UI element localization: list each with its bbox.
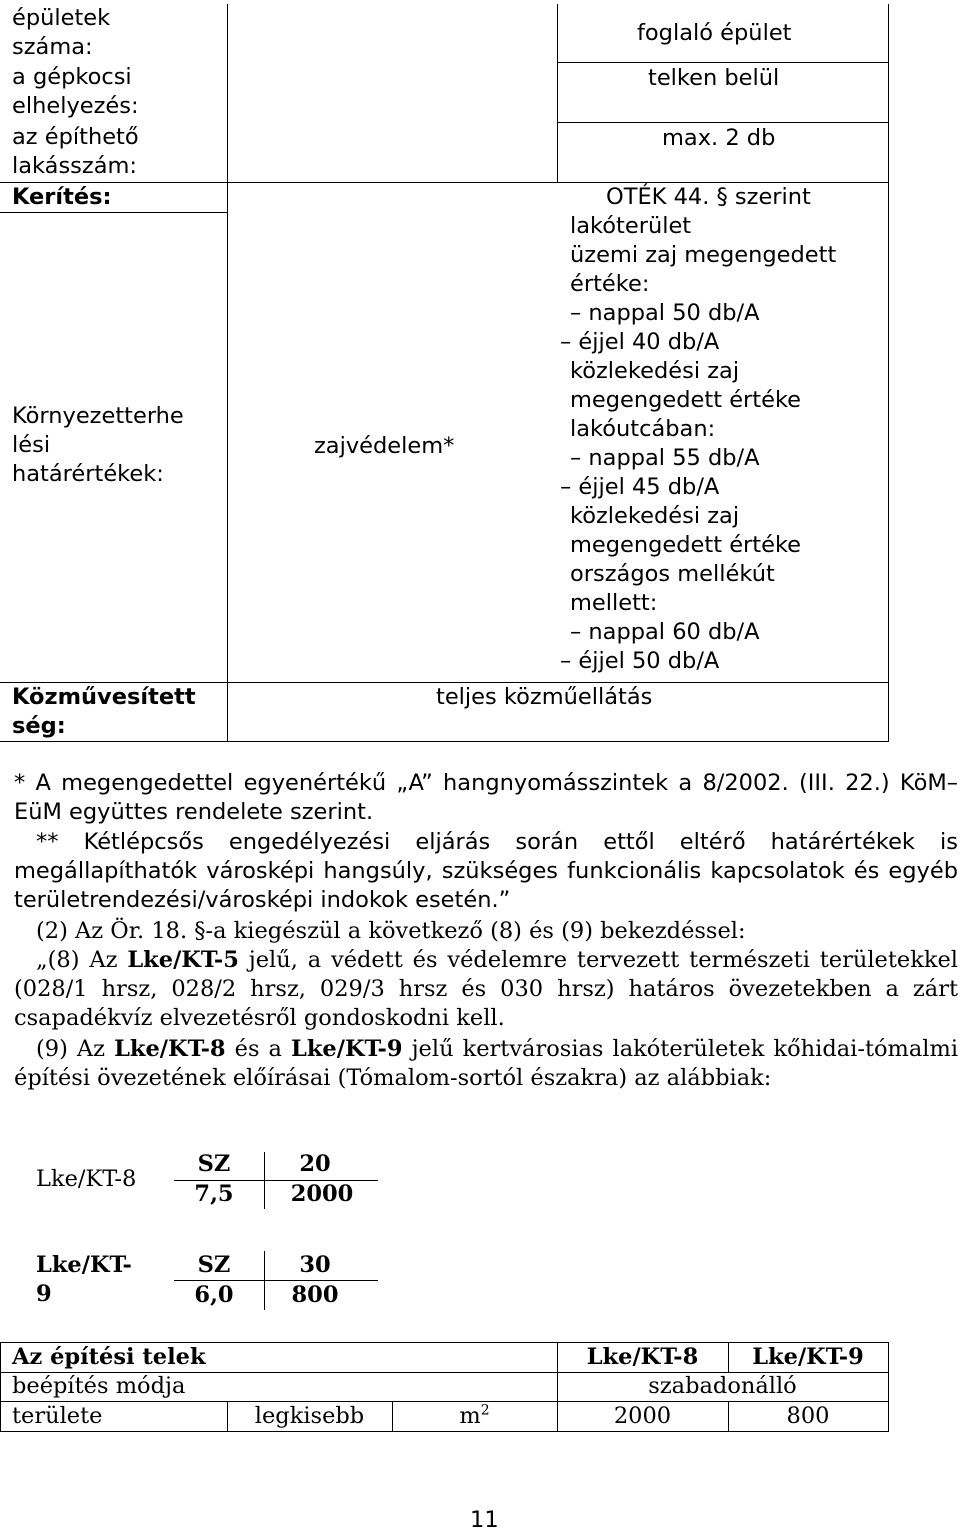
label-line: lakásszám: <box>12 153 138 179</box>
row-value-buildings: foglaló épület <box>637 20 792 46</box>
noise-line: lakóterület <box>570 213 692 239</box>
row-label-utilities <box>12 683 196 741</box>
paragraph-text: (9) Az <box>36 1036 115 1062</box>
label-line: száma: <box>12 34 93 60</box>
footnote-permit: ** Kétlépcsős engedélyezési eljárás során ettől eltérő határértékek is megállapíthatók városképi hangsúly, szükséges funkcionális kapcsolatok és egyéb területrendezési/városképi indokok esetén.” <box>14 829 958 913</box>
row-value-parking: telken belül <box>648 65 780 91</box>
zone-grid <box>174 1251 384 1311</box>
zone-divider <box>174 1180 378 1181</box>
plot-header-kt8: Lke/KT-8 <box>586 1344 699 1370</box>
row-value-fence: OTÉK 44. § szerint <box>606 184 811 210</box>
label-line: épületek <box>12 5 111 31</box>
table-divider <box>888 4 889 742</box>
plot-row-area-qualifier: legkisebb <box>254 1403 365 1429</box>
paragraph-text: „(8) Az <box>36 947 128 973</box>
row-label-buildings <box>12 4 110 62</box>
zone-cell: SZ <box>197 1252 231 1278</box>
row-label-parking <box>12 63 139 121</box>
row-label-environment <box>12 402 184 489</box>
noise-line: – nappal 60 db/A <box>570 619 760 645</box>
paragraph-2: (2) Az Ör. 18. §-a kiegészül a következő (8) és (9) bekezdéssel: <box>36 918 746 944</box>
noise-line: országos mellékút <box>570 561 775 587</box>
row-label-fence: Kerítés: <box>12 184 112 210</box>
table-divider <box>227 4 228 742</box>
noise-line: megengedett értéke <box>570 532 802 558</box>
zone-code-ref: Lke/KT-5 <box>127 947 239 973</box>
zone-cell: 30 <box>299 1252 331 1278</box>
row-value-utilities: teljes közműellátás <box>436 684 653 710</box>
table-divider <box>557 4 558 182</box>
zone-code <box>36 1251 132 1309</box>
zone-cell: SZ <box>197 1151 231 1177</box>
label-line: Környezetterhe <box>12 403 184 429</box>
zone-code-line: Lke/KT- <box>36 1252 132 1278</box>
plot-row-area-label: területe <box>12 1403 103 1429</box>
paragraph-text: és a <box>225 1036 292 1062</box>
row-label-dwellings <box>12 123 139 181</box>
table-divider <box>557 62 888 63</box>
zone-code-ref: Lke/KT-9 <box>291 1036 403 1062</box>
paragraph-text: jelű, a védett és védelemre tervezett természeti területekkel (028/1 hrsz, 028/2 hrsz, 029/3 hrsz és 030 hrsz) határos övezetekben a zárt csapadékvíz elvezetésről gondoskodni kell. <box>14 947 959 1031</box>
label-line: határértékek: <box>12 461 164 487</box>
noise-line: – nappal 50 db/A <box>570 300 760 326</box>
noise-line: üzemi zaj megengedett <box>570 242 837 268</box>
table-divider <box>888 1342 889 1432</box>
zone-code-line: 9 <box>36 1281 52 1307</box>
label-line: Közművesített <box>12 684 196 710</box>
label-line: elhelyezés: <box>12 93 139 119</box>
unit-text: m <box>459 1403 481 1429</box>
label-line: ség: <box>12 713 66 739</box>
unit-superscript: 2 <box>480 1402 490 1419</box>
label-line: a gépkocsi <box>12 64 132 90</box>
noise-line: lakóutcában: <box>570 416 716 442</box>
noise-line: – éjjel 40 db/A <box>560 329 720 355</box>
label-line: lési <box>12 432 51 458</box>
paragraph-8 <box>14 946 958 1033</box>
zone-cell: 800 <box>291 1282 339 1308</box>
noise-line: – éjjel 50 db/A <box>560 648 720 674</box>
row-value-dwellings: max. 2 db <box>662 125 776 151</box>
plot-header-label: Az építési telek <box>12 1344 206 1370</box>
plot-row-mode-value: szabadonálló <box>648 1373 797 1399</box>
plot-row-area-kt9: 800 <box>786 1403 830 1429</box>
noise-line: – éjjel 45 db/A <box>560 474 720 500</box>
zone-divider <box>174 1280 378 1281</box>
table-divider <box>0 741 889 742</box>
noise-line: – nappal 55 db/A <box>570 445 760 471</box>
zone-cell: 2000 <box>290 1181 354 1207</box>
plot-row-area-kt8: 2000 <box>613 1403 672 1429</box>
zone-cell: 7,5 <box>194 1181 234 1207</box>
page-number: 11 <box>470 1507 499 1533</box>
noise-line: közlekedési zaj <box>570 503 740 529</box>
noise-line: megengedett értéke <box>570 387 802 413</box>
zone-code-ref: Lke/KT-8 <box>114 1036 226 1062</box>
table-divider <box>557 122 888 123</box>
row-sub-noise: zajvédelem* <box>314 433 455 459</box>
plot-row-area-unit <box>392 1402 557 1431</box>
noise-line: közlekedési zaj <box>570 358 740 384</box>
paragraph-9 <box>14 1035 958 1093</box>
table-divider <box>0 212 228 213</box>
noise-limits <box>560 212 837 676</box>
noise-line: értéke: <box>570 271 650 297</box>
noise-line: mellett: <box>570 590 658 616</box>
zone-cell: 6,0 <box>194 1282 234 1308</box>
plot-header-kt9: Lke/KT-9 <box>752 1344 864 1370</box>
table-divider <box>0 1431 889 1432</box>
label-line: az építhető <box>12 124 139 150</box>
zone-cell: 20 <box>299 1151 331 1177</box>
paragraph-text: jelű kertvárosias lakóterületek kőhidai-tómalmi építési övezetének előírásai (Tómalom-sortól északra) az alábbiak: <box>14 1036 959 1091</box>
table-divider <box>0 1342 1 1432</box>
zone-code: Lke/KT-8 <box>36 1166 137 1192</box>
plot-row-mode-label: beépítés módja <box>12 1373 186 1399</box>
footnote-noise: * A megengedettel egyenértékű „A” hangnyomásszintek a 8/2002. (III. 22.) KöM–EüM együttes rendelete szerint. <box>14 770 958 825</box>
